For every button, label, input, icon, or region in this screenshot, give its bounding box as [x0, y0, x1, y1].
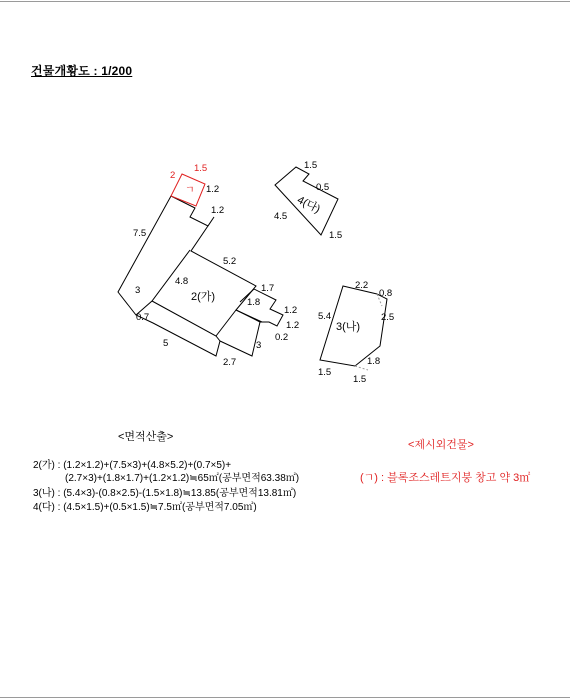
- dim-label: 2.2: [355, 280, 369, 291]
- building-giyeok-label: ㄱ: [185, 185, 195, 196]
- area-calc-line: 2(가) : (1.2×1.2)+(7.5×3)+(4.8×5.2)+(0.7×5)+: [33, 460, 232, 471]
- area-calc-line: 4(다) : (4.5×1.5)+(0.5×1.5)≒7.5㎡(공부면적7.05㎡): [33, 502, 257, 513]
- building-ga-inner-line: [216, 310, 236, 336]
- dim-label-red: 2: [170, 170, 176, 181]
- dim-label: 5.2: [223, 256, 237, 267]
- dim-label: 0.8: [379, 288, 393, 299]
- area-calc-line: 3(나) : (5.4×3)-(0.8×2.5)-(1.5×1.8)≒13.85(공부면적13.81㎡): [33, 488, 297, 499]
- excluded-building-heading: <제시외건물>: [408, 439, 474, 451]
- dim-label: 1.2: [211, 205, 225, 216]
- bottom-border: [0, 697, 570, 698]
- dim-label: 2.5: [381, 312, 395, 323]
- dim-label: 4.5: [274, 211, 288, 222]
- dim-label: 1.7: [261, 283, 275, 294]
- building-ga-outline: [118, 196, 260, 356]
- dim-label: 5: [163, 338, 169, 349]
- dim-label: 1.2: [284, 305, 298, 316]
- dim-label: 1.8: [247, 297, 261, 308]
- dim-label: 1.5: [304, 160, 318, 171]
- dim-label: 7.5: [133, 228, 147, 239]
- building-ga-label: 2(가): [191, 291, 216, 303]
- dim-label: 1.2: [286, 320, 300, 331]
- dim-label: 4.8: [175, 276, 189, 287]
- dim-label: 2.7: [223, 357, 237, 368]
- building-da-label: 4(다): [295, 194, 323, 216]
- dim-label: 1.5: [318, 367, 332, 378]
- dim-label: 5.4: [318, 311, 332, 322]
- dim-label: 3: [135, 285, 141, 296]
- dim-label: 0.7: [136, 312, 150, 323]
- excluded-building-item: (ㄱ) : 블록조스레트지붕 창고 약 3㎡: [360, 472, 531, 484]
- dim-label: 1.5: [329, 230, 343, 241]
- dim-label: 0.5: [316, 182, 330, 193]
- dim-label: 0.2: [275, 332, 289, 343]
- dim-label: 1.2: [206, 184, 220, 195]
- area-calc-heading: <면적산출>: [118, 431, 174, 443]
- dim-label-red: 1.5: [194, 163, 208, 174]
- building-na-label: 3(나): [336, 321, 361, 333]
- building-ga-inner-line: [236, 310, 262, 322]
- dim-label: 3: [256, 340, 262, 351]
- area-calc-line: (2.7×3)+(1.8×1.7)+(1.2×1.2)≒65㎡(공부면적63.38㎡): [65, 473, 300, 484]
- dim-label: 1.5: [353, 374, 367, 385]
- dim-label: 1.8: [367, 356, 381, 367]
- drawing-title: 건물개황도 : 1/200: [31, 64, 133, 78]
- building-ga-inner-line: [152, 301, 220, 341]
